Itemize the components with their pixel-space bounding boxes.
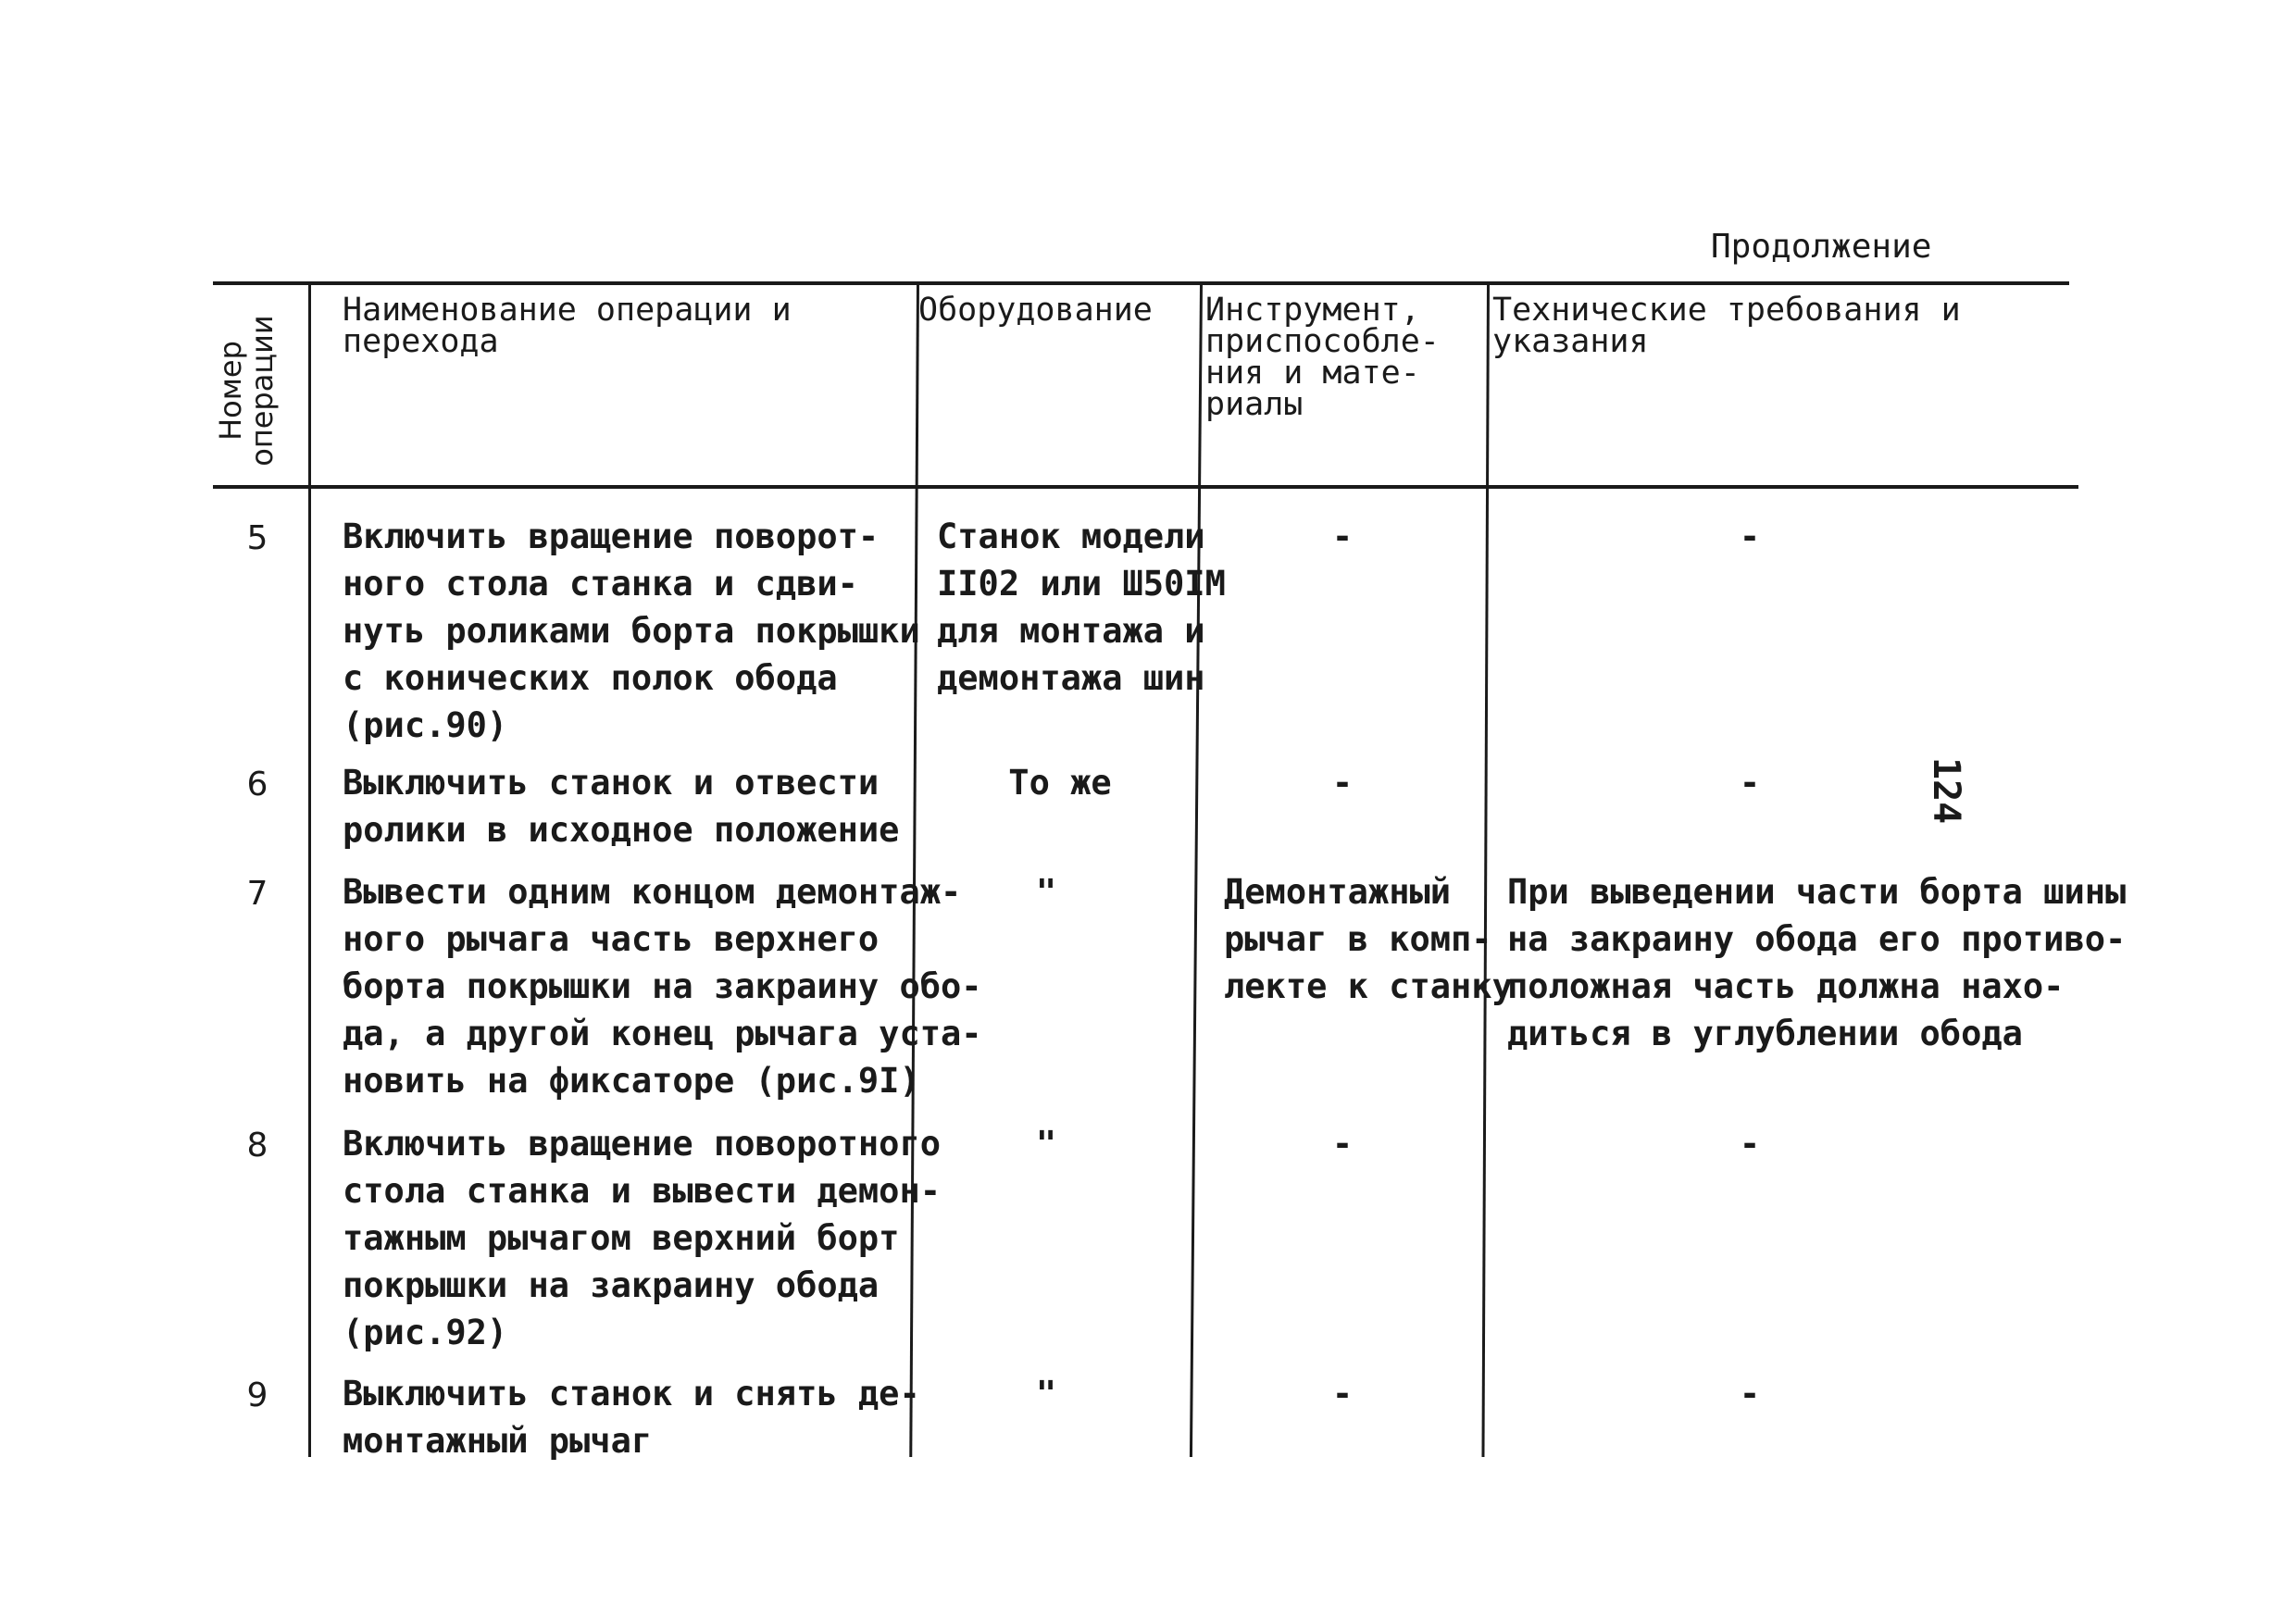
row-7-equipment: " bbox=[1035, 872, 1057, 912]
header-bottom-border bbox=[213, 485, 2078, 489]
row-9-operation: Выключить станок и снять де- монтажный рычаг bbox=[343, 1374, 920, 1461]
page-number: 124 bbox=[1925, 757, 1967, 825]
row-9-number: 9 bbox=[246, 1376, 268, 1414]
column-divider-1 bbox=[308, 283, 311, 1457]
header-operation-number: Номер операции bbox=[213, 315, 280, 467]
header-tools: Инструмент, приспособле- ния и мате- риалы bbox=[1205, 292, 1440, 423]
header-operation-name: Наименование операции и перехода bbox=[343, 292, 792, 360]
row-6-operation: Выключить станок и отвести ролики в исходное положение bbox=[343, 763, 900, 850]
row-6-equipment: То же bbox=[1008, 763, 1112, 803]
row-9-requirements: - bbox=[1739, 1374, 1761, 1414]
row-8-requirements: - bbox=[1739, 1124, 1761, 1164]
header-equipment: Оборудование bbox=[918, 292, 1153, 329]
row-8-operation: Включить вращение поворотного стола станка и вывести демон- тажным рычагом верхний борт покрышки на закраину обода (рис.92) bbox=[343, 1124, 942, 1352]
row-8-tools: - bbox=[1331, 1124, 1354, 1164]
row-5-equipment: Станок модели II02 или Ш50IМ для монтажа и демонтажа шин bbox=[937, 517, 1226, 698]
row-9-equipment: " bbox=[1035, 1374, 1057, 1414]
row-8-number: 8 bbox=[246, 1127, 268, 1164]
table-top-border bbox=[213, 281, 2069, 285]
row-7-number: 7 bbox=[246, 875, 268, 913]
row-7-requirements: При выведении части борта шины на закраину обода его противо- положная часть должна нахо- диться в углублении обода bbox=[1507, 872, 2127, 1053]
row-9-tools: - bbox=[1331, 1374, 1354, 1414]
row-7-tools: Демонтажный рычаг в комп- лекте к станку bbox=[1224, 872, 1513, 1006]
row-6-requirements: - bbox=[1739, 763, 1761, 803]
row-6-number: 6 bbox=[246, 766, 268, 803]
header-requirements: Технические требования и указания bbox=[1492, 292, 1961, 360]
row-6-tools: - bbox=[1331, 763, 1354, 803]
row-5-operation: Включить вращение поворот- ного стола станка и сдви- нуть роликами борта покрышки с конических полок обода (рис.90) bbox=[343, 517, 920, 745]
continuation-label: Продолжение bbox=[1711, 228, 1932, 266]
row-8-equipment: " bbox=[1035, 1124, 1057, 1164]
column-divider-3 bbox=[1190, 283, 1203, 1457]
row-7-operation: Вывести одним концом демонтаж- ного рычага часть верхнего борта покрышки на закраину обо- да, а другой конец рычага уста- новить на фиксаторе (рис.9I) bbox=[343, 872, 982, 1101]
row-5-tools: - bbox=[1331, 517, 1354, 556]
row-5-requirements: - bbox=[1739, 517, 1761, 556]
row-5-number: 5 bbox=[246, 519, 268, 557]
